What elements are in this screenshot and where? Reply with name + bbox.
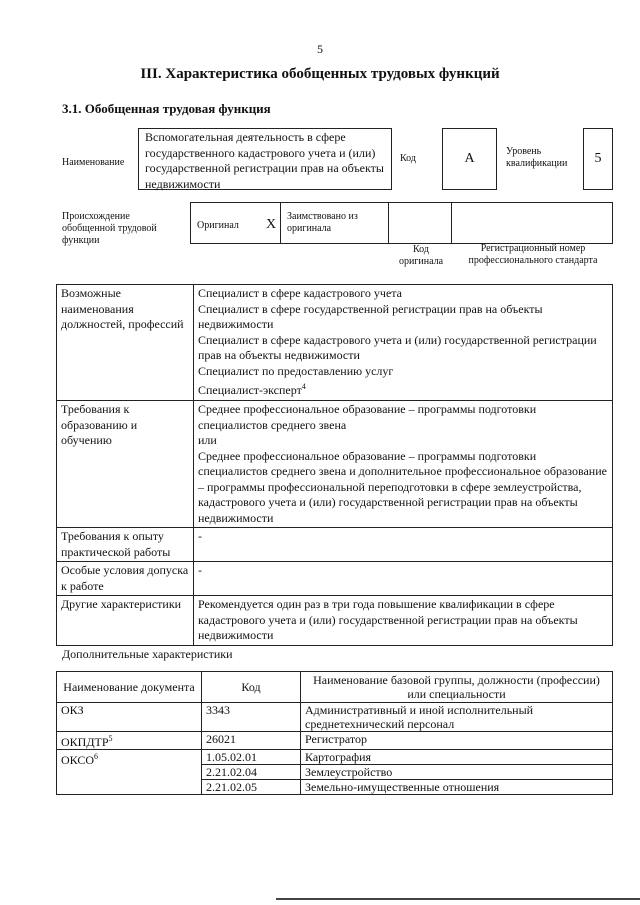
table-row — [57, 596, 613, 646]
okz-doc: ОКЗ — [57, 703, 202, 732]
origin-divider-1 — [280, 202, 281, 244]
requirements-table — [56, 400, 613, 646]
okz-name: Административный и иной исполнительный среднетехнический персонал — [301, 703, 613, 732]
list-item: Специалист в сфере кадастрового учета — [198, 286, 402, 300]
level-value: 5 — [594, 151, 602, 166]
okso-doc — [57, 750, 202, 795]
footnote-marker: 4 — [301, 382, 306, 391]
list-item: Специалист в сфере кадастрового учета и (или) государственной регистрации прав на объекты недвижимости — [198, 332, 597, 362]
okso-code: 2.21.02.04 — [202, 765, 301, 780]
additional-title: Дополнительные характеристики — [62, 647, 233, 661]
original-mark: X — [266, 217, 277, 232]
list-item: Специалист по предоставлению услуг — [198, 363, 394, 378]
footnote-marker: 5 — [108, 734, 113, 743]
list-item — [198, 379, 608, 399]
origin-divider-3 — [451, 202, 452, 244]
req-label: Требования к образованию и обучению — [57, 401, 194, 528]
positions-table — [56, 284, 613, 401]
table-row — [57, 672, 613, 703]
req-label: Требования к опыту практической работы — [57, 528, 194, 562]
code-original-caption: Код оригинала — [398, 244, 444, 267]
code-value: A — [464, 151, 475, 166]
col-name-header: Наименование базовой группы, должности (профессии) или специальности — [301, 672, 613, 703]
origin-row — [190, 202, 613, 244]
subsection-title: 3.1. Обобщенная трудовая функция — [62, 101, 271, 116]
req-value: - — [194, 528, 613, 562]
table-row — [57, 732, 613, 750]
position-text: Специалист-эксперт — [198, 383, 302, 397]
positions-list — [194, 285, 613, 401]
name-value-box — [138, 128, 392, 190]
additional-table — [56, 671, 613, 795]
level-value-box — [583, 128, 613, 190]
okpdtr-doc — [57, 732, 202, 750]
bottom-scan-line — [276, 898, 640, 900]
req-label: Особые условия допуска к работе — [57, 562, 194, 596]
table-row — [57, 703, 613, 732]
code-value-box — [442, 128, 497, 190]
okso-code: 2.21.02.05 — [202, 780, 301, 795]
okso-doc-text: ОКСО — [61, 753, 95, 767]
okpdtr-name: Регистратор — [301, 732, 613, 750]
okso-name: Картография — [301, 750, 613, 765]
table-row — [57, 285, 613, 401]
okz-code: 3343 — [202, 703, 301, 732]
section-title: III. Характеристика обобщенных трудовых функций — [140, 66, 500, 82]
okso-code: 1.05.02.01 — [202, 750, 301, 765]
original-label: Оригинал — [197, 220, 239, 231]
positions-label: Возможные наименования должностей, профессий — [57, 285, 194, 401]
origin-label: Происхождение обобщенной трудовой функции — [62, 211, 157, 246]
okpdtr-doc-text: ОКПДТР — [61, 735, 109, 749]
okpdtr-code: 26021 — [202, 732, 301, 750]
table-row — [57, 528, 613, 562]
code-label: Код — [400, 153, 416, 164]
footnote-marker: 6 — [94, 752, 99, 761]
page-number: 5 — [317, 42, 323, 56]
name-label: Наименование — [62, 157, 125, 168]
req-value: - — [194, 562, 613, 596]
req-label: Другие характеристики — [57, 596, 194, 646]
origin-divider-2 — [388, 202, 389, 244]
okso-name: Земельно-имущественные отношения — [301, 780, 613, 795]
reg-number-caption: Регистрационный номер профессионального стандарта — [468, 243, 598, 266]
okso-name: Землеустройство — [301, 765, 613, 780]
col-code-header: Код — [202, 672, 301, 703]
list-item: Специалист в сфере государственной регистрации прав на объекты недвижимости — [198, 301, 543, 331]
col-doc-header: Наименование документа — [57, 672, 202, 703]
table-row — [57, 750, 613, 765]
borrowed-label: Заимствовано из оригинала — [287, 211, 358, 234]
level-label: Уровень квалификации — [506, 146, 568, 169]
req-value: Рекомендуется один раз в три года повышение квалификации в сфере кадастрового учета и (или) государственной регистрации прав на объекты недвижимости — [194, 596, 613, 646]
table-row — [57, 562, 613, 596]
req-value: Среднее профессиональное образование – программы подготовки специалистов среднего звена или Среднее профессиональное образование – программы подготовки специалистов среднего звена и дополнительное профессиональное образование – программы профессиональной переподготовки в сфере землеустройства, кадастрового учета и (или) государственной регистрации прав на объекты недвижимости — [194, 401, 613, 528]
name-value: Вспомогательная деятельность в сфере государственного кадастрового учета и (или) государственной регистрации прав на объекты недвижимости — [145, 130, 384, 191]
table-row — [57, 401, 613, 528]
